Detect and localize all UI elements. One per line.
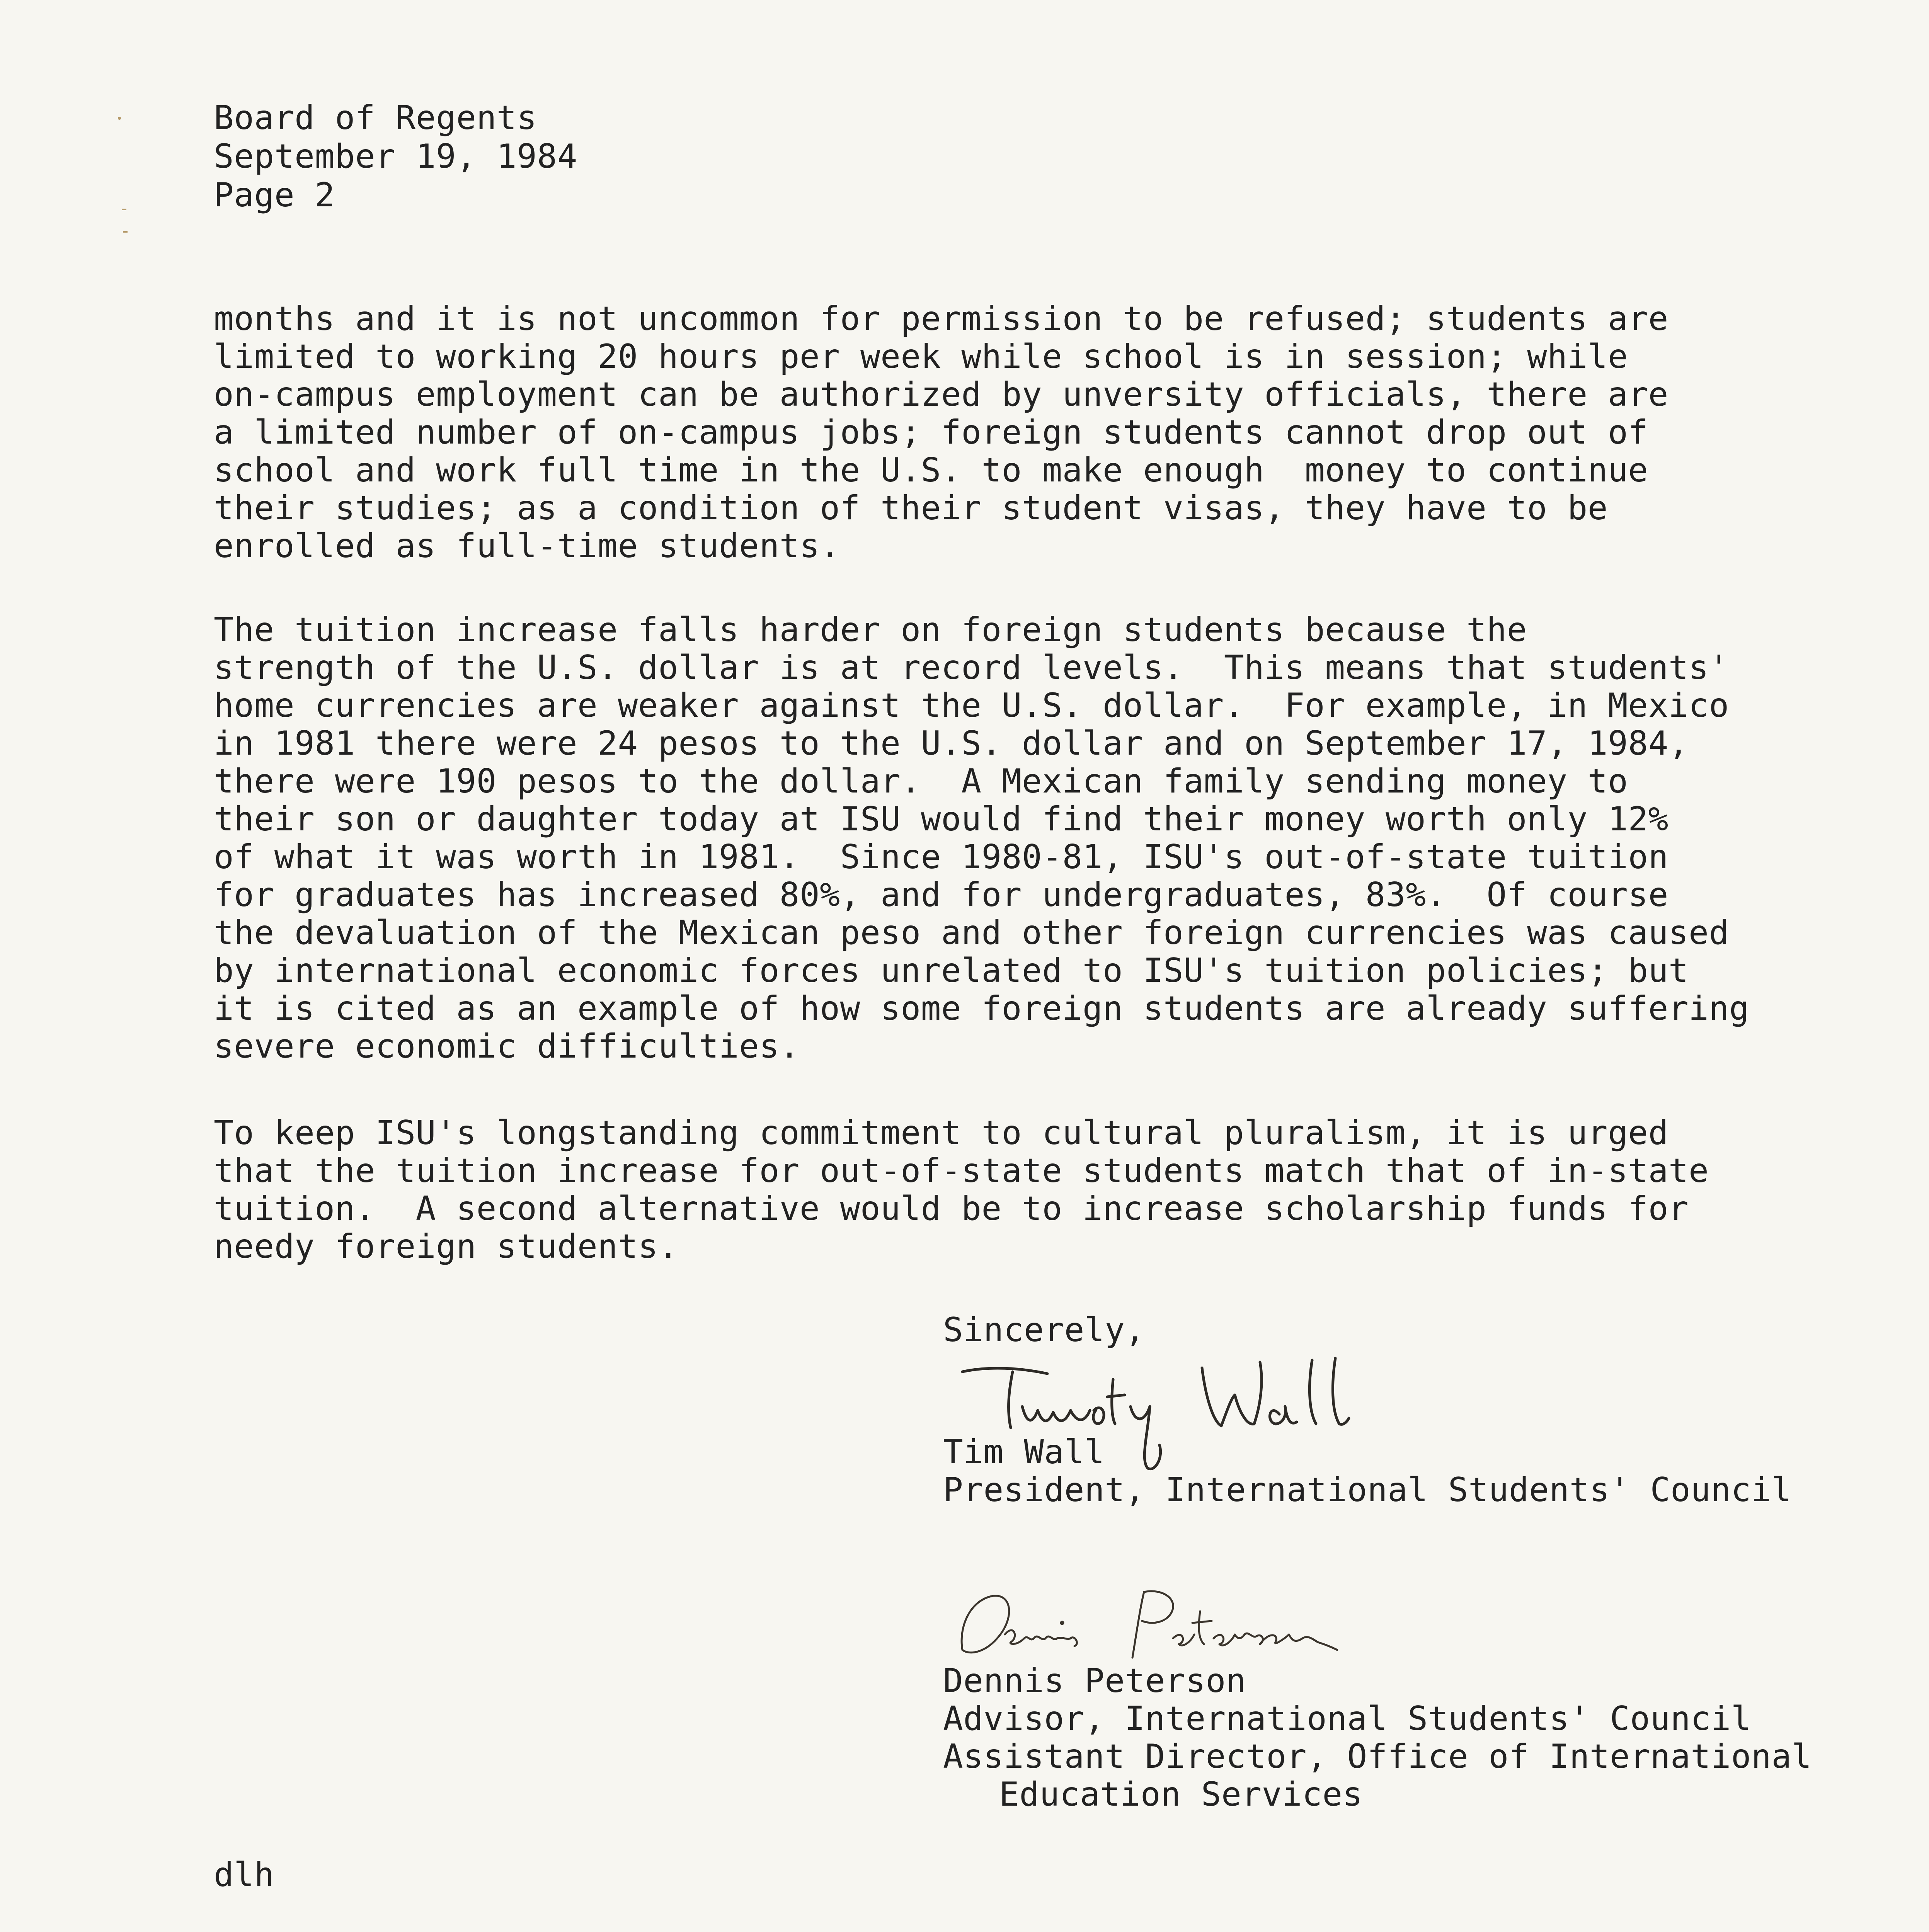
paragraph-line: needy foreign students. xyxy=(214,1227,679,1266)
paragraph-line: months and it is not uncommon for permission to be refused; students are xyxy=(214,299,1669,338)
paragraph-line: a limited number of on-campus jobs; foreign students cannot drop out of xyxy=(214,413,1648,452)
paragraph-line: of what it was worth in 1981. Since 1980-81, ISU's out-of-state tuition xyxy=(214,838,1669,876)
paragraph-line: The tuition increase falls harder on foreign students because the xyxy=(214,611,1527,649)
paragraph-line: enrolled as full-time students. xyxy=(214,527,840,565)
paragraph-line: To keep ISU's longstanding commitment to cultural pluralism, it is urged xyxy=(214,1114,1669,1152)
paragraph-line: their son or daughter today at ISU would find their money worth only 12% xyxy=(214,800,1669,838)
paragraph-line: on-campus employment can be authorized by unversity officials, there are xyxy=(214,375,1669,414)
closing-salutation: Sincerely, xyxy=(943,1311,1145,1349)
paragraph-line: strength of the U.S. dollar is at record levels. This means that students' xyxy=(214,648,1729,687)
margin-mark xyxy=(123,231,128,233)
paragraph-line: that the tuition increase for out-of-state students match that of in-state xyxy=(214,1151,1709,1190)
signer-2-title-2: Assistant Director, Office of International xyxy=(943,1737,1812,1776)
paragraph-line: the devaluation of the Mexican peso and other foreign currencies was caused xyxy=(214,913,1729,952)
paragraph-line: for graduates has increased 80%, and for undergraduates, 83%. Of course xyxy=(214,876,1669,914)
paragraph-line: school and work full time in the U.S. to make enough money to continue xyxy=(214,451,1648,490)
signer-2-title-1: Advisor, International Students' Council xyxy=(943,1699,1752,1738)
paragraph-line: by international economic forces unrelated to ISU's tuition policies; but xyxy=(214,951,1689,990)
paragraph-line: severe economic difficulties. xyxy=(214,1027,800,1066)
header-date: September 19, 1984 xyxy=(214,137,577,176)
paragraph-line: there were 190 pesos to the dollar. A Mexican family sending money to xyxy=(214,762,1628,801)
typist-initials: dlh xyxy=(214,1855,274,1894)
margin-mark xyxy=(122,209,126,210)
paragraph-line: in 1981 there were 24 pesos to the U.S. dollar and on September 17, 1984, xyxy=(214,724,1689,763)
header-page: Page 2 xyxy=(214,176,335,214)
paragraph-line: their studies; as a condition of their student visas, they have to be xyxy=(214,489,1608,527)
paragraph-line: limited to working 20 hours per week while school is in session; while xyxy=(214,337,1628,376)
margin-mark xyxy=(118,117,121,120)
paragraph-line: tuition. A second alternative would be to increase scholarship funds for xyxy=(214,1189,1689,1228)
signer-1-title: President, International Students' Council xyxy=(943,1471,1792,1509)
signer-2-title-3: Education Services xyxy=(999,1775,1363,1814)
paragraph-line: home currencies are weaker against the U.S. dollar. For example, in Mexico xyxy=(214,686,1729,725)
paragraph-line: it is cited as an example of how some foreign students are already suffering xyxy=(214,989,1750,1028)
header-recipient: Board of Regents xyxy=(214,99,537,137)
signer-1-name: Tim Wall xyxy=(943,1433,1105,1471)
signer-2-name: Dennis Peterson xyxy=(943,1662,1246,1700)
